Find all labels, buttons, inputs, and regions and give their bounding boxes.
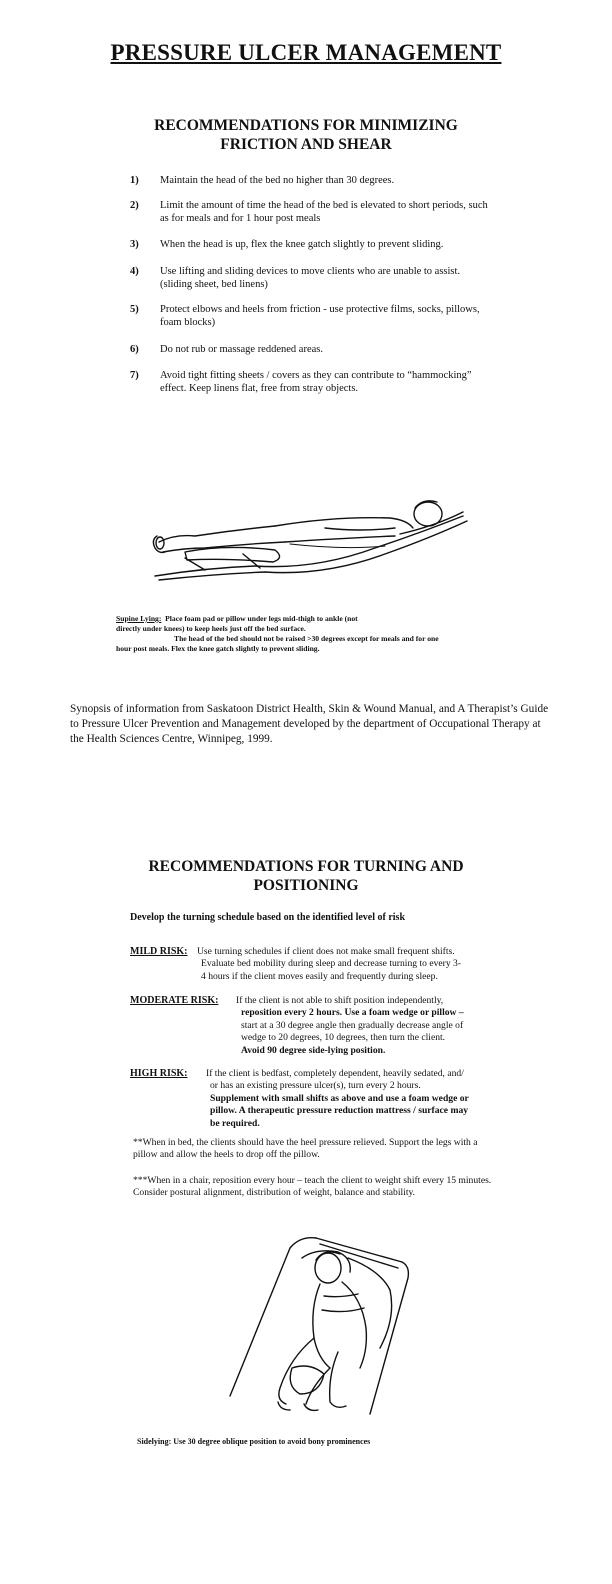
mild-risk-label: MILD RISK: bbox=[130, 946, 188, 957]
high-risk-text bbox=[206, 1068, 502, 1130]
list-item bbox=[130, 238, 490, 252]
moderate-risk-line2: reposition every 2 hours. Use a foam wedge or pillow – bbox=[241, 1007, 464, 1019]
item-text: Maintain the head of the bed no higher than 30 degrees. bbox=[160, 175, 395, 186]
supine-caption-label: Supine Lying: bbox=[116, 614, 162, 623]
moderate-risk-line4: wedge to 20 degrees, 10 degrees, then turn the client. bbox=[241, 1032, 446, 1044]
item-text: Use lifting and sliding devices to move clients who are unable to assist. (sliding sheet, bed linens) bbox=[160, 266, 461, 290]
item-text: Limit the amount of time the head of the bed is elevated to short periods, such as for meals and for 1 hour post meals bbox=[160, 200, 488, 224]
mild-risk-line2: Evaluate bed mobility during sleep and decrease turning to every 3- bbox=[201, 958, 462, 970]
item-number: 6) bbox=[130, 344, 139, 355]
turning-heading-line2: POSITIONING bbox=[253, 877, 359, 894]
list-item bbox=[130, 369, 490, 397]
item-text: When the head is up, flex the knee gatch slightly to prevent sliding. bbox=[160, 239, 444, 250]
high-risk-label: HIGH RISK: bbox=[130, 1068, 188, 1079]
mild-risk-text bbox=[197, 946, 497, 983]
item-text: Avoid tight fitting sheets / covers as they can contribute to “hammocking” effect. Keep linens flat, free from stray objects. bbox=[160, 370, 472, 394]
heel-pressure-note: **When in bed, the clients should have the heel pressure relieved. Support the legs with a pillow and allow the heels to drop off the pillow. bbox=[133, 1137, 478, 1161]
high-risk-line2: or has an existing pressure ulcer(s), turn every 2 hours. bbox=[210, 1080, 421, 1092]
item-number: 4) bbox=[130, 266, 139, 277]
moderate-risk-line3: start at a 30 degree angle then gradually decrease angle of bbox=[241, 1019, 464, 1031]
moderate-risk-line1: If the client is not able to shift position independently, bbox=[236, 995, 444, 1006]
high-risk-line5: be required. bbox=[210, 1117, 260, 1129]
list-item bbox=[130, 303, 490, 331]
sidelying-illustration bbox=[220, 1218, 420, 1418]
moderate-risk-text bbox=[236, 995, 496, 1057]
item-number: 3) bbox=[130, 239, 139, 250]
synopsis-text: Synopsis of information from Saskatoon District Health, Skin & Wound Manual, and A Therapist’s Guide to Pressure Ulcer Prevention and Management developed by the department of Occupational Therapy at the Health Sciences Centre, Winnipeg, 1999. bbox=[70, 703, 549, 745]
supine-caption-line1: Place foam pad or pillow under legs mid-thigh to ankle (not bbox=[165, 614, 358, 623]
friction-heading-line2: FRICTION AND SHEAR bbox=[220, 136, 392, 153]
friction-heading-line1: RECOMMENDATIONS FOR MINIMIZING bbox=[154, 117, 458, 134]
item-number: 1) bbox=[130, 175, 139, 186]
item-number: 2) bbox=[130, 200, 139, 211]
sidelying-caption: Sidelying: Use 30 degree oblique position to avoid bony prominences bbox=[137, 1437, 371, 1446]
supine-illustration bbox=[145, 488, 475, 588]
supine-caption bbox=[116, 614, 536, 654]
moderate-risk-line5: Avoid 90 degree side-lying position. bbox=[241, 1044, 386, 1056]
item-text: Do not rub or massage reddened areas. bbox=[160, 344, 323, 355]
high-risk-line3: Supplement with small shifts as above and use a foam wedge or bbox=[210, 1092, 469, 1104]
high-risk-line1: If the client is bedfast, completely dependent, heavily sedated, and/ bbox=[206, 1068, 464, 1079]
list-item bbox=[130, 199, 490, 227]
page-title: PRESSURE ULCER MANAGEMENT bbox=[110, 40, 502, 65]
list-item bbox=[130, 265, 490, 293]
high-risk-line4: pillow. A therapeutic pressure reduction mattress / surface may bbox=[210, 1105, 469, 1117]
mild-risk-line3: 4 hours if the client moves easily and frequently during sleep. bbox=[201, 970, 438, 982]
chair-reposition-note: ***When in a chair, reposition every hour – teach the client to weight shift every 15 minutes. Consider postural alignment, distribution of weight, balance and stability. bbox=[133, 1175, 492, 1199]
item-number: 5) bbox=[130, 304, 139, 315]
turning-intro: Develop the turning schedule based on the identified level of risk bbox=[130, 912, 406, 923]
supine-caption-line2: directly under knees) to keep heels just off the bed surface. bbox=[116, 624, 306, 633]
supine-caption-line3: The head of the bed should not be raised >30 degrees except for meals and for one bbox=[174, 634, 439, 643]
list-item bbox=[130, 343, 490, 357]
turning-heading bbox=[100, 857, 512, 895]
mild-risk-line1: Use turning schedules if client does not make small frequent shifts. bbox=[197, 946, 455, 957]
supine-caption-line4: hour post meals. Flex the knee gatch slightly to prevent sliding. bbox=[116, 644, 320, 653]
item-text: Protect elbows and heels from friction - use protective films, socks, pillows, foam blocks) bbox=[160, 304, 480, 328]
turning-heading-line1: RECOMMENDATIONS FOR TURNING AND bbox=[148, 858, 464, 875]
item-number: 7) bbox=[130, 370, 139, 381]
list-item bbox=[130, 174, 490, 188]
friction-heading bbox=[100, 116, 512, 154]
moderate-risk-label: MODERATE RISK: bbox=[130, 995, 219, 1006]
